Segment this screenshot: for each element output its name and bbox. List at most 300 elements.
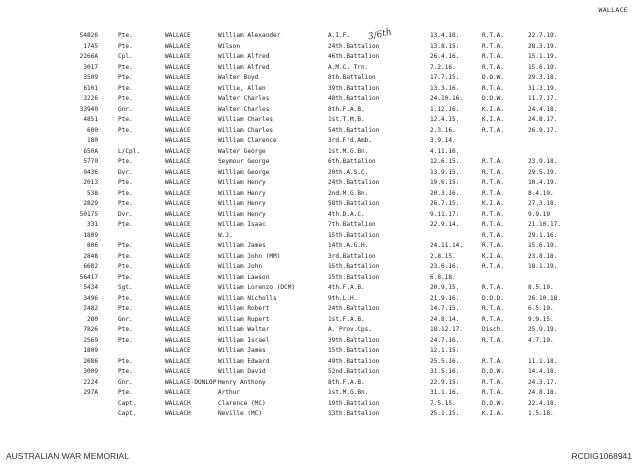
cell-unit: 15th.Battalion (328, 263, 380, 270)
cell-given-names: William Henry (218, 189, 266, 197)
cell-fate: Disch. (482, 326, 505, 333)
cell-enlistment-date: 24.11.14. (430, 242, 464, 249)
cell-fate: D.O.W. (482, 399, 505, 407)
table-row (0, 378, 640, 389)
cell-rank: Pte. (118, 242, 133, 249)
table-row (0, 336, 640, 347)
cell-fate-date: 8.4.19. (528, 189, 554, 197)
cell-fate: D.O.D. (482, 294, 505, 302)
table-row (0, 73, 640, 84)
cell-enlistment-date: 20.3.16. (430, 189, 460, 197)
cell-rank: Pte. (118, 42, 133, 50)
cell-surname: WALLACE (165, 126, 191, 134)
cell-surname: WALLACE-DUNLOP (165, 378, 217, 386)
cell-given-names: William Lorenzo (DCM) (218, 284, 296, 291)
cell-service-number: 5434 (83, 284, 98, 291)
cell-enlistment-date: 7.2.16. (430, 63, 456, 71)
cell-fate-date: 29.3.18. (528, 74, 558, 81)
cell-unit: A. Prov.Cps. (328, 326, 373, 333)
cell-unit: 20th.A.S.C. (328, 168, 369, 176)
cell-fate-date: 22.7.19. (528, 32, 558, 39)
cell-rank: Pte. (118, 368, 133, 375)
cell-fate: D.O.W. (482, 95, 505, 102)
cell-rank: Pte. (118, 158, 133, 165)
cell-given-names: Seymour George (218, 158, 270, 165)
cell-unit: 14th.A.G.H. (328, 242, 369, 249)
cell-surname: WALLACE (165, 179, 191, 186)
cell-fate: R.T.A. (482, 336, 505, 344)
cell-fate-date: 6.5.19. (528, 305, 554, 312)
cell-fate: R.T.A. (482, 357, 505, 365)
cell-surname: WALLACE (165, 294, 191, 302)
cell-unit: 9th.L.H. (328, 294, 358, 302)
cell-service-number: 806 (86, 242, 98, 249)
cell-surname: WALLACE (165, 95, 191, 102)
cell-surname: WALLACE (165, 389, 191, 396)
cell-rank: Sgt. (118, 284, 133, 291)
cell-service-number: 3017 (83, 63, 98, 71)
cell-unit: 24th.Battalion (328, 42, 380, 50)
cell-service-number: 600 (86, 126, 98, 134)
cell-unit: 19th.Battalion (328, 399, 380, 407)
cell-enlistment-date: 31.5.16. (430, 368, 460, 375)
cell-service-number: 9436 (83, 168, 98, 176)
cell-unit: 58th.Battalion (328, 200, 380, 207)
cell-service-number: 3226 (83, 95, 98, 102)
cell-surname: WALLACE (165, 189, 191, 197)
cell-unit: 13th.Battalion (328, 410, 380, 417)
cell-enlistment-date: 9.11.17. (430, 210, 460, 218)
cell-service-number: 1809 (83, 347, 98, 354)
cell-fate: K.I.A. (482, 200, 505, 207)
cell-surname: WALLACE (165, 210, 191, 218)
cell-given-names: William Walter (218, 326, 270, 333)
cell-rank: Pte. (118, 294, 133, 302)
cell-enlistment-date: 24.8.14. (430, 315, 460, 323)
footer-record-id: RCDIG1068941 (571, 451, 632, 461)
cell-enlistment-date: 25.1.15. (430, 410, 460, 417)
table-row (0, 42, 640, 53)
cell-surname: WALLACE (165, 221, 191, 228)
cell-service-number: 180 (86, 137, 98, 144)
cell-unit: 15th.Battalion (328, 347, 380, 354)
cell-fate: R.T.A. (482, 32, 505, 39)
cell-fate: K.I.A. (482, 105, 505, 113)
cell-fate: R.T.A. (482, 126, 505, 134)
cell-rank: Pte. (118, 305, 133, 312)
table-row (0, 126, 640, 137)
cell-given-names: William David (218, 368, 266, 375)
cell-enlistment-date: 12.4.15. (430, 116, 460, 123)
table-row (0, 262, 640, 273)
cell-service-number: 4851 (83, 116, 98, 123)
cell-given-names: William John (218, 263, 263, 270)
cell-surname: WALLACE (165, 84, 191, 92)
cell-fate: R.T.A. (482, 42, 505, 50)
cell-unit: 24th.Battalion (328, 305, 380, 312)
cell-given-names: Willie, Allen (218, 84, 266, 92)
cell-rank: Pte. (118, 273, 133, 281)
cell-given-names: Walter George (218, 147, 266, 155)
cell-surname: WALLACE (165, 105, 191, 113)
cell-rank: Pte. (118, 336, 133, 344)
page-header-surname: WALLACE (598, 6, 628, 14)
cell-given-names: William George (218, 168, 270, 176)
cell-fate: K.I.A. (482, 410, 505, 417)
cell-fate: R.T.A. (482, 63, 505, 71)
cell-rank: Dvr. (118, 210, 133, 218)
cell-given-names: Walter Charles (218, 105, 270, 113)
cell-given-names: Clarence (MC) (218, 399, 266, 407)
cell-surname: WALLACE (165, 273, 191, 281)
cell-given-names: William James (218, 347, 266, 354)
cell-surname: WALLACE (165, 74, 191, 81)
cell-rank: Pte. (118, 84, 133, 92)
cell-given-names: William Lawson (218, 273, 270, 281)
cell-unit: 1st.T.M.B. (328, 116, 365, 123)
cell-rank: Dvr. (118, 168, 133, 176)
cell-service-number: 6101 (83, 84, 98, 92)
cell-rank: Gnr. (118, 315, 133, 323)
cell-enlistment-date: 21.9.16. (430, 294, 460, 302)
cell-given-names: Wilson (218, 42, 241, 50)
cell-fate-date: 23.9.18. (528, 158, 558, 165)
cell-service-number: 54826 (79, 32, 98, 39)
cell-fate-date: 14.4.18. (528, 368, 558, 375)
cell-fate: R.T.A. (482, 284, 505, 291)
cell-service-number: 1745 (83, 42, 98, 50)
cell-surname: WALLACE (165, 252, 191, 260)
table-row (0, 252, 640, 263)
cell-fate: R.T.A. (482, 210, 505, 218)
cell-fate-date: 11.1.18. (528, 357, 558, 365)
cell-enlistment-date: 7.5.15. (430, 399, 456, 407)
cell-surname: WALLACE (165, 242, 191, 249)
cell-fate: R.T.A. (482, 389, 505, 396)
cell-unit: 1st.F.A.B. (328, 315, 365, 323)
cell-fate-date: 24.8.18. (528, 389, 558, 396)
cell-rank: Pte. (118, 263, 133, 270)
cell-surname: WALLACE (165, 336, 191, 344)
cell-surname: WALLACE (165, 53, 191, 60)
cell-unit: 7th.Battalion (328, 221, 376, 228)
cell-unit: 3rd.Battalion (328, 252, 376, 260)
cell-fate-date: 18.1.19. (528, 263, 558, 270)
table-row (0, 63, 640, 74)
footer-institution: AUSTRALIAN WAR MEMORIAL (6, 451, 129, 461)
cell-given-names: William Henry (218, 210, 266, 218)
cell-enlistment-date: 26.4.16. (430, 53, 460, 60)
cell-fate-date: 4.7.19. (528, 336, 554, 344)
cell-given-names: William Isaac (218, 221, 266, 228)
cell-enlistment-date: 31.1.16. (430, 389, 460, 396)
cell-surname: WALLACH (165, 410, 191, 417)
cell-unit: 52nd.Battalion (328, 368, 380, 375)
cell-given-names: Walter Boyd (218, 74, 259, 81)
cell-enlistment-date: 26.7.15. (430, 200, 460, 207)
table-row (0, 199, 640, 210)
cell-given-names: William Israel (218, 336, 270, 344)
cell-service-number: 2013 (83, 179, 98, 186)
cell-surname: WALLACE (165, 116, 191, 123)
table-row (0, 241, 640, 252)
table-row (0, 105, 640, 116)
cell-surname: WALLACE (165, 357, 191, 365)
cell-fate: R.T.A. (482, 221, 505, 228)
cell-fate: R.T.A. (482, 315, 505, 323)
cell-fate-date: 26.10.18. (528, 294, 562, 302)
cell-rank: Pte. (118, 179, 133, 186)
cell-given-names: William Charles (218, 126, 274, 134)
cell-fate: R.T.A. (482, 263, 505, 270)
cell-enlistment-date: 13.9.15. (430, 168, 460, 176)
cell-enlistment-date: 13.3.16. (430, 84, 460, 92)
table-row (0, 388, 640, 399)
cell-enlistment-date: 22.9.14. (430, 221, 460, 228)
cell-unit: 15th.Battalion (328, 231, 380, 239)
cell-surname: WALLACE (165, 63, 191, 71)
cell-unit: 2nd.M.G.Bn. (328, 189, 369, 197)
cell-unit: 4th.F.A.B. (328, 284, 365, 291)
cell-surname: WALLACE (165, 32, 191, 39)
cell-unit: 4th.D.A.C. (328, 210, 365, 218)
cell-service-number: 5770 (83, 158, 98, 165)
cell-enlistment-date: 2.8.15. (430, 252, 456, 260)
table-row (0, 168, 640, 179)
cell-fate: R.T.A. (482, 242, 505, 249)
cell-enlistment-date: 6.8.18. (430, 273, 456, 281)
cell-given-names: William Clarence (218, 137, 277, 144)
cell-fate-date: 24.3.17. (528, 378, 558, 386)
cell-rank: Pte. (118, 189, 133, 197)
cell-service-number: 33940 (79, 105, 98, 113)
cell-service-number: 50175 (79, 210, 98, 218)
cell-fate-date: 9.9.15. (528, 315, 554, 323)
cell-enlistment-date: 24.7.16. (430, 336, 460, 344)
cell-rank: Pte. (118, 74, 133, 81)
cell-service-number: 56417 (79, 273, 98, 281)
cell-service-number: 3496 (83, 294, 98, 302)
cell-service-number: 538 (86, 189, 98, 197)
cell-rank: Pte. (118, 252, 133, 260)
cell-given-names: William Rupert (218, 315, 270, 323)
table-row (0, 325, 640, 336)
cell-rank: Pte. (118, 221, 133, 228)
cell-surname: WALLACE (165, 263, 191, 270)
cell-surname: WALLACE (165, 137, 191, 144)
cell-fate: R.T.A. (482, 305, 505, 312)
cell-rank: Pte. (118, 389, 133, 396)
cell-fate-date: 22.4.18. (528, 399, 558, 407)
cell-rank: Capt. (118, 399, 137, 407)
cell-surname: WALLACE (165, 200, 191, 207)
cell-enlistment-date: 14.7.15. (430, 305, 460, 312)
cell-unit: 46th.Battalion (328, 53, 380, 60)
table-row (0, 315, 640, 326)
cell-enlistment-date: 13.8.15. (430, 42, 460, 50)
table-row (0, 115, 640, 126)
cell-rank: Pte. (118, 116, 133, 123)
cell-surname: WALLACH (165, 399, 191, 407)
cell-fate-date: 28.3.19. (528, 42, 558, 50)
cell-given-names: William Alexander (218, 32, 281, 39)
cell-rank: Pte. (118, 95, 133, 102)
cell-fate: R.T.A. (482, 53, 505, 60)
cell-unit: A.I.F. (328, 32, 351, 39)
cell-service-number: 2686 (83, 357, 98, 365)
table-row (0, 84, 640, 95)
cell-enlistment-date: 3.9.14. (430, 137, 456, 144)
cell-enlistment-date: 1.12.16. (430, 105, 460, 113)
cell-given-names: Arthur (218, 389, 241, 396)
table-row (0, 147, 640, 158)
cell-service-number: 650A (83, 147, 98, 155)
table-row (0, 31, 640, 42)
cell-unit: 39th.Battalion (328, 336, 380, 344)
cell-surname: WALLACE (165, 158, 191, 165)
cell-fate: K.I.A. (482, 252, 505, 260)
cell-fate-date: 31.3.19. (528, 84, 558, 92)
cell-given-names: William Nicholls (218, 294, 277, 302)
cell-enlistment-date: 24.10.16. (430, 95, 464, 102)
cell-fate: R.T.A. (482, 378, 505, 386)
table-row (0, 367, 640, 378)
cell-service-number: 2848 (83, 252, 98, 260)
cell-given-names: William Alfred (218, 53, 270, 60)
cell-fate-date: 24.8.17. (528, 116, 558, 123)
cell-enlistment-date: 4.11.16. (430, 147, 460, 155)
cell-given-names: W.J. (218, 231, 233, 239)
table-row (0, 136, 640, 147)
cell-rank: Pte. (118, 200, 133, 207)
cell-unit: A.M.C. Trn. (328, 63, 369, 71)
cell-unit: 6th.Battalion (328, 158, 376, 165)
cell-fate-date: 27.3.18. (528, 200, 558, 207)
cell-enlistment-date: 23.6.16. (430, 263, 460, 270)
cell-enlistment-date: 25.5.16. (430, 357, 460, 365)
cell-fate: R.T.A. (482, 179, 505, 186)
cell-given-names: Walter Charles (218, 95, 270, 102)
cell-given-names: Henry Anthony (218, 378, 266, 386)
cell-service-number: 2266A (79, 53, 98, 60)
cell-given-names: William Henry (218, 179, 266, 186)
cell-fate: R.T.A. (482, 231, 505, 239)
cell-rank: Pte. (118, 326, 133, 333)
cell-surname: WALLACE (165, 147, 191, 155)
cell-enlistment-date: 18.12.17. (430, 326, 464, 333)
cell-fate-date: 15.6.19. (528, 63, 558, 71)
cell-unit: 1st.M.G.Bn. (328, 147, 369, 155)
cell-fate-date: 8.5.19. (528, 284, 554, 291)
cell-rank: Cpl. (118, 53, 133, 60)
table-row (0, 304, 640, 315)
cell-unit: 8th.F.A.B. (328, 378, 365, 386)
cell-fate-date: 11.7.17. (528, 95, 558, 102)
cell-fate: R.T.A. (482, 168, 505, 176)
cell-service-number: 2482 (83, 305, 98, 312)
cell-fate-date: 24.4.18. (528, 105, 558, 113)
cell-rank: Gnr. (118, 378, 133, 386)
table-row (0, 178, 640, 189)
cell-fate-date: 15.1.19. (528, 53, 558, 60)
table-row (0, 283, 640, 294)
cell-service-number: 3509 (83, 74, 98, 81)
table-row (0, 189, 640, 200)
table-row (0, 94, 640, 105)
cell-surname: WALLACE (165, 326, 191, 333)
cell-surname: WALLACE (165, 231, 191, 239)
nominal-roll-table (0, 31, 640, 420)
cell-surname: WALLACE (165, 305, 191, 312)
cell-service-number: 280 (86, 315, 98, 323)
cell-unit: 1st.M.G.Bn. (328, 389, 369, 396)
cell-fate-date: 25.9.19. (528, 326, 558, 333)
table-row (0, 52, 640, 63)
cell-unit: 8th.Battalion (328, 74, 376, 81)
cell-rank: Pte. (118, 63, 133, 71)
cell-fate-date: 26.9.17. (528, 126, 558, 134)
cell-fate: R.T.A. (482, 84, 505, 92)
cell-rank: Capt. (118, 410, 137, 417)
cell-given-names: William Edward (218, 357, 270, 365)
cell-rank: Pte. (118, 32, 133, 39)
cell-service-number: 1809 (83, 231, 98, 239)
cell-given-names: William Henry (218, 200, 266, 207)
cell-enlistment-date: 2.3.16. (430, 126, 456, 134)
cell-fate-date: 9.9.19 (528, 210, 551, 218)
cell-surname: WALLACE (165, 368, 191, 375)
table-row (0, 357, 640, 368)
cell-service-number: 297A (83, 389, 98, 396)
cell-surname: WALLACE (165, 168, 191, 176)
cell-surname: WALLACE (165, 347, 191, 354)
cell-unit: 8th.F.A.B. (328, 105, 365, 113)
cell-given-names: Neville (MC) (218, 410, 263, 417)
cell-surname: WALLACE (165, 284, 191, 291)
table-row (0, 294, 640, 305)
cell-fate-date: 10.4.19. (528, 179, 558, 186)
cell-unit: 15th.Battalion (328, 273, 380, 281)
table-row (0, 399, 640, 410)
cell-rank: Pte. (118, 357, 133, 365)
cell-service-number: 6682 (83, 263, 98, 270)
cell-rank: Pte. (118, 126, 133, 134)
cell-service-number: 7826 (83, 326, 98, 333)
table-row (0, 210, 640, 221)
cell-fate-date: 21.10.17. (528, 221, 562, 228)
cell-given-names: William Alfred (218, 63, 270, 71)
cell-enlistment-date: 20.9.15. (430, 284, 460, 291)
cell-fate-date: 15.6.19. (528, 242, 558, 249)
cell-given-names: William Charles (218, 116, 274, 123)
cell-unit: 24th.Battalion (328, 179, 380, 186)
cell-fate-date: 29.1.16. (528, 231, 558, 239)
cell-unit: 39th.Battalion (328, 84, 380, 92)
cell-fate: R.T.A. (482, 158, 505, 165)
cell-fate-date: 29.5.19. (528, 168, 558, 176)
cell-unit: 49th.Battalion (328, 357, 380, 365)
cell-given-names: William James (218, 242, 266, 249)
cell-rank: L/Cpl. (118, 147, 141, 155)
cell-unit: 48th.Battalion (328, 95, 380, 102)
cell-unit: 54th.Battalion (328, 126, 380, 134)
cell-surname: WALLACE (165, 315, 191, 323)
table-row (0, 273, 640, 284)
cell-enlistment-date: 19.6.15. (430, 179, 460, 186)
cell-fate: K.I.A. (482, 116, 505, 123)
cell-fate: D.O.W. (482, 368, 505, 375)
cell-enlistment-date: 22.9.15. (430, 378, 460, 386)
